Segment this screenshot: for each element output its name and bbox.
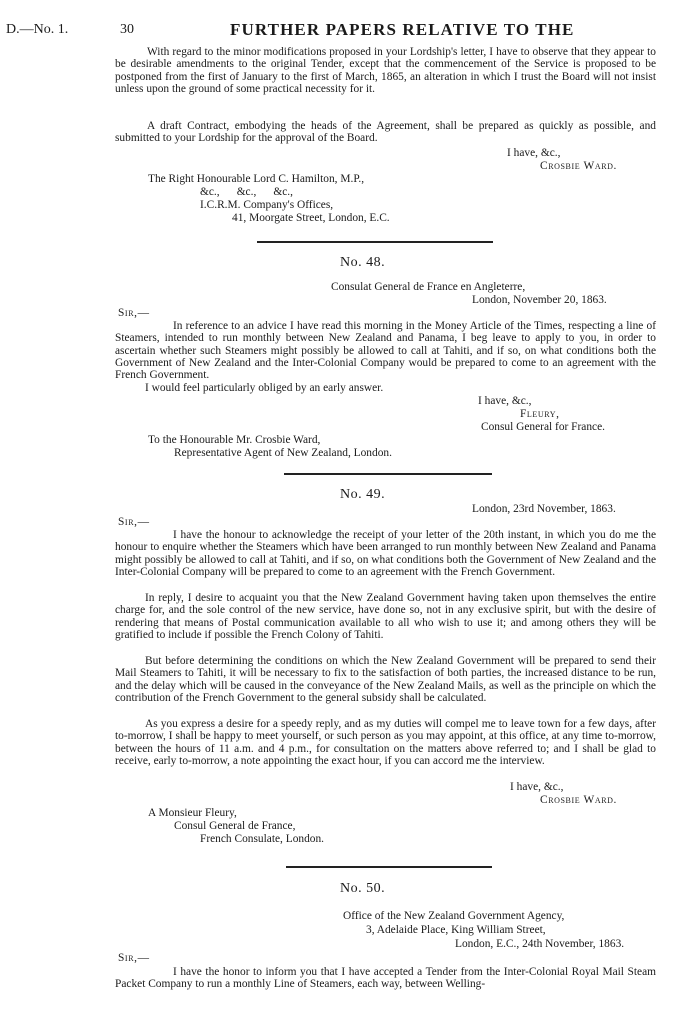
no48-paragraph-1: In reference to an advice I have read this morning in the Money Article of the Times, respecting a line of Steamers, intended to run monthly between New Zealand and Panama, I beg leave to apply to you, in order to ascertain whether such Steamers might possibly be allowed to call at Tahiti, and if so, on what conditions both the Government of New Zealand and the Inter-Colonial Company would be prepared to come to an agreement with the French Government. [115, 320, 656, 382]
no49-closing: I have, &c., [510, 781, 564, 793]
prev-letter-address-line-4: 41, Moorgate Street, London, E.C. [232, 212, 390, 224]
no48-address-line-2: Representative Agent of New Zealand, London. [174, 447, 392, 459]
running-title: FURTHER PAPERS RELATIVE TO THE [230, 20, 575, 39]
letter-number-49: No. 49. [340, 487, 386, 502]
no48-signature: Fleury, [520, 408, 560, 420]
letter-number-48: No. 48. [340, 255, 386, 270]
no49-address-line-2: Consul General de France, [174, 820, 296, 832]
prev-letter-address-line-3: I.C.R.M. Company's Offices, [200, 199, 334, 211]
no48-closing: I have, &c., [478, 395, 532, 407]
no49-paragraph-4: As you express a desire for a speedy reply, and as my duties will compel me to leave town for a few days, after to-morrow, I shall be happy to meet yourself, or such person as you may appoint, at this office, at any time to-morrow, between the hours of 11 a.m. and 4 p.m., for consultation on the matters above referred to; and I shall be glad to receive, early to-morrow, a note appointing the exact hour, if you can accord me the interview. [115, 718, 656, 768]
section-divider [286, 866, 492, 868]
no49-signature: Crosbie Ward. [540, 794, 617, 806]
no49-paragraph-2: In reply, I desire to acquaint you that the New Zealand Government having taken upon themselves the entire charge for, and the sole control of the new service, have done so, not in any exclusive spirit, but with the desire of rendering that means of Postal communication available to all who wish to use it; and among others they will be gratified to include if possible the French Colony of Tahiti. [115, 592, 656, 642]
no48-paragraph-2: I would feel particularly obliged by an early answer. [145, 382, 384, 394]
no48-signature-title: Consul General for France. [481, 421, 605, 433]
no48-address-line-1: To the Honourable Mr. Crosbie Ward, [148, 434, 321, 446]
page-number: 30 [120, 22, 134, 37]
prev-letter-paragraph-1: With regard to the minor modifications proposed in your Lordship's letter, I have to observe that they appear to be desirable amendments to the original Tender, except that the commencement of the Service is proposed to be postponed from the first of January to the first of March, 1865, an alteration in which I trust the Board will not insist unless upon the ground of some practical necessity for it. [115, 46, 656, 96]
no48-salutation: Sir,— [118, 307, 150, 319]
no48-place-date: London, November 20, 1863. [472, 294, 607, 306]
prev-letter-signature: Crosbie Ward. [540, 160, 617, 172]
prev-letter-paragraph-2: A draft Contract, embodying the heads of the Agreement, shall be prepared as quickly as possible, and submitted to your Lordship for the approval of the Board. [115, 120, 656, 145]
document-reference: D.—No. 1. [6, 22, 69, 37]
no50-salutation: Sir,— [118, 952, 150, 964]
no49-place-date: London, 23rd November, 1863. [472, 503, 616, 515]
no50-paragraph-1: I have the honor to inform you that I have accepted a Tender from the Inter-Colonial Royal Mail Steam Packet Company to run a monthly Line of Steamers, each way, between Welling- [115, 966, 656, 991]
section-divider [284, 473, 492, 475]
section-divider [257, 241, 493, 243]
prev-letter-address-line-1: The Right Honourable Lord C. Hamilton, M.P., [148, 173, 365, 185]
no49-paragraph-3: But before determining the conditions on which the New Zealand Government will be prepared to send their Mail Steamers to Tahiti, it will be necessary to fix to the satisfaction of both parties, the increased distance to be run, and the delay which will be caused in the conveyance of the New Zealand Mails, as well as the principle on which the contribution of the French Government to the general subsidy shall be calculated. [115, 655, 656, 705]
no50-sender-line-3: London, E.C., 24th November, 1863. [455, 938, 625, 950]
prev-letter-address-line-2: &c., &c., &c., [200, 186, 294, 198]
letter-number-50: No. 50. [340, 881, 386, 896]
no50-sender-line-1: Office of the New Zealand Government Agency, [343, 910, 565, 922]
no50-sender-line-2: 3, Adelaide Place, King William Street, [366, 924, 546, 936]
no49-address-line-1: A Monsieur Fleury, [148, 807, 237, 819]
no49-address-line-3: French Consulate, London. [200, 833, 325, 845]
no49-salutation: Sir,— [118, 516, 150, 528]
no48-sender-place: Consulat General de France en Angleterre, [331, 281, 526, 293]
prev-letter-closing: I have, &c., [507, 147, 561, 159]
no49-paragraph-1: I have the honour to acknowledge the receipt of your letter of the 20th instant, in which you do me the honour to enquire whether the Steamers which have been arranged to run monthly between New Zealand and Panama might possibly be allowed to call at Tahiti, and if so, on what conditions both the Government of New Zealand and the Inter-Colonial Company will be prepared to come to an agreement with the French Government. [115, 529, 656, 579]
